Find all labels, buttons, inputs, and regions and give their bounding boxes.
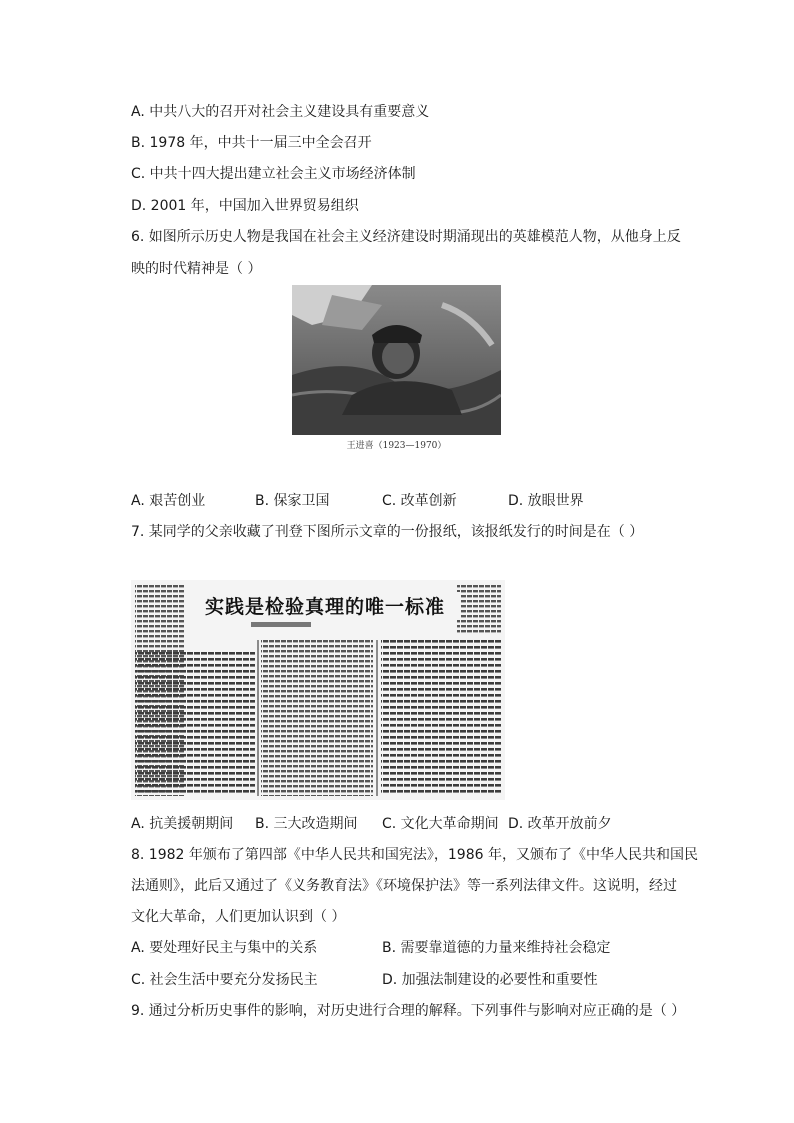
q7-option-a: A. 抗美援朝期间 <box>131 816 234 832</box>
question-6-stem-line2: 映的时代精神是（ ） <box>131 261 262 277</box>
q7-option-b: B. 三大改造期间 <box>255 816 358 832</box>
option-d-prev: D. 2001 年，中国加入世界贸易组织 <box>131 198 359 214</box>
newspaper-headline: 实践是检验真理的唯一标准 <box>189 592 461 619</box>
q8-option-b: B. 需要靠道德的力量来维持社会稳定 <box>382 940 611 956</box>
q6-option-d: D. 放眼世界 <box>508 493 584 509</box>
wang-jinxi-photo <box>292 285 501 435</box>
question-7-stem: 7. 某同学的父亲收藏了刊登下图所示文章的一份报纸，该报纸发行的时间是在（ ） <box>131 524 644 540</box>
q8-option-c: C. 社会生活中要充分发扬民主 <box>131 972 318 988</box>
q6-option-b: B. 保家卫国 <box>255 493 330 509</box>
q7-option-d: D. 改革开放前夕 <box>508 816 612 832</box>
question-9-stem: 9. 通过分析历史事件的影响，对历史进行合理的解释。下列事件与影响对应正确的是（ ） <box>131 1003 686 1019</box>
q8-option-d: D. 加强法制建设的必要性和重要性 <box>382 972 598 988</box>
photo-illustration <box>292 285 501 435</box>
option-c-prev: C. 中共十四大提出建立社会主义市场经济体制 <box>131 166 416 182</box>
option-a-prev: A. 中共八大的召开对社会主义建设具有重要意义 <box>131 104 430 120</box>
question-8-stem-line3: 文化大革命，人们更加认识到（ ） <box>131 909 346 925</box>
question-8-stem-line2: 法通则》，此后又通过了《义务教育法》《环境保护法》等一系列法律文件。这说明，经过 <box>131 878 677 894</box>
q6-option-c: C. 改革创新 <box>382 493 457 509</box>
photo-caption: 王进喜（1923—1970） <box>346 441 447 451</box>
q6-option-a: A. 艰苦创业 <box>131 493 206 509</box>
option-b-prev: B. 1978 年，中共十一届三中全会召开 <box>131 135 372 151</box>
newspaper-clipping <box>131 580 505 800</box>
question-8-stem-line1: 8. 1982 年颁布了第四部《中华人民共和国宪法》，1986 年，又颁布了《中华人民共和国民 <box>131 847 698 863</box>
q8-option-a: A. 要处理好民主与集中的关系 <box>131 940 318 956</box>
question-6-stem-line1: 6. 如图所示历史人物是我国在社会主义经济建设时期涌现出的英雄模范人物，从他身上反 <box>131 229 681 245</box>
q7-option-c: C. 文化大革命期间 <box>382 816 499 832</box>
